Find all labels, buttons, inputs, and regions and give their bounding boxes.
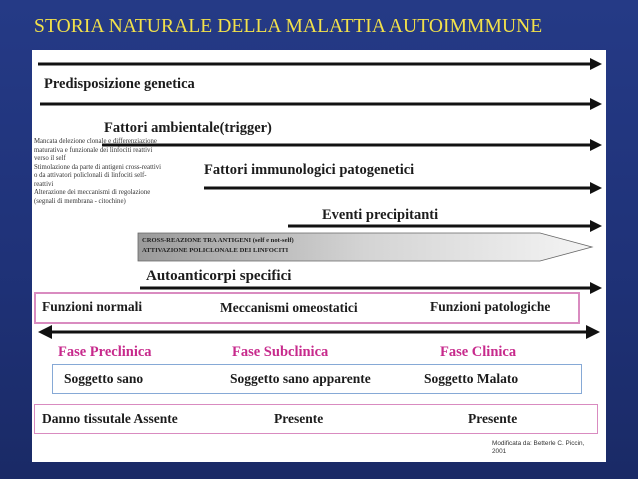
soggetto-sano: Soggetto sano xyxy=(64,371,144,386)
soggetto-malato: Soggetto Malato xyxy=(424,371,519,386)
band-line-1: CROSS-REAZIONE TRA ANTIGENI (self e not-self) xyxy=(142,237,294,244)
diagram-panel xyxy=(32,50,606,462)
functions-double-arrow xyxy=(38,325,600,339)
notes-block xyxy=(34,138,161,206)
soggetto-sano-apparente: Soggetto sano apparente xyxy=(230,371,371,386)
credit-line-1: Modificata da: Betterle C. Piccin, xyxy=(492,440,585,447)
autoanticorpi-label: Autoanticorpi specifici xyxy=(146,268,292,284)
fattori-ambientali-arrow xyxy=(102,139,602,151)
diagram-arrows xyxy=(32,50,606,462)
predisposizione-arrow xyxy=(40,98,602,110)
fase-subclinica: Fase Subclinica xyxy=(232,344,329,360)
fase-preclinica: Fase Preclinica xyxy=(58,344,152,360)
note-line: Alterazione dei meccanismi di regolazione xyxy=(34,189,151,196)
danno-presente-2: Presente xyxy=(468,411,518,426)
predisposizione-label: Predisposizione genetica xyxy=(44,76,195,92)
note-line: reattivi xyxy=(34,180,54,188)
danno-presente-1: Presente xyxy=(274,411,324,426)
band-line-2: ATTIVAZIONE POLICLONALE DEI LINFOCITI xyxy=(142,247,289,254)
note-line: verso il self xyxy=(34,155,66,162)
fattori-immunologici-label: Fattori immunologici patogenetici xyxy=(204,162,415,178)
credit-line-2: 2001 xyxy=(492,448,507,455)
funzioni-patologiche: Funzioni patologiche xyxy=(430,299,551,314)
meccanismi-omeostatici: Meccanismi omeostatici xyxy=(220,300,358,315)
danno-assente: Danno tissutale Assente xyxy=(42,411,178,426)
credit xyxy=(492,440,584,456)
slide-title: STORIA NATURALE DELLA MALATTIA AUTOIMMMUNE xyxy=(34,16,543,37)
eventi-label: Eventi precipitanti xyxy=(322,207,439,223)
note-line: (segnali di membrana - citochine) xyxy=(34,197,126,205)
fattori-ambientali-label: Fattori ambientale(trigger) xyxy=(104,120,272,136)
timeline-arrow xyxy=(38,58,602,70)
funzioni-normali: Funzioni normali xyxy=(42,299,143,314)
note-line: Mancata delezione clonale e differenziazione xyxy=(34,138,157,145)
note-line: Stimolazione da parte di antigeni cross-reattivi xyxy=(34,163,162,171)
note-line: maturativa e funzionale dei linfociti reattivi xyxy=(34,146,153,154)
fattori-immunologici-arrow xyxy=(204,182,602,194)
fase-clinica: Fase Clinica xyxy=(440,344,517,360)
note-line: o da attivatori policlonali di linfociti self- xyxy=(34,172,147,179)
